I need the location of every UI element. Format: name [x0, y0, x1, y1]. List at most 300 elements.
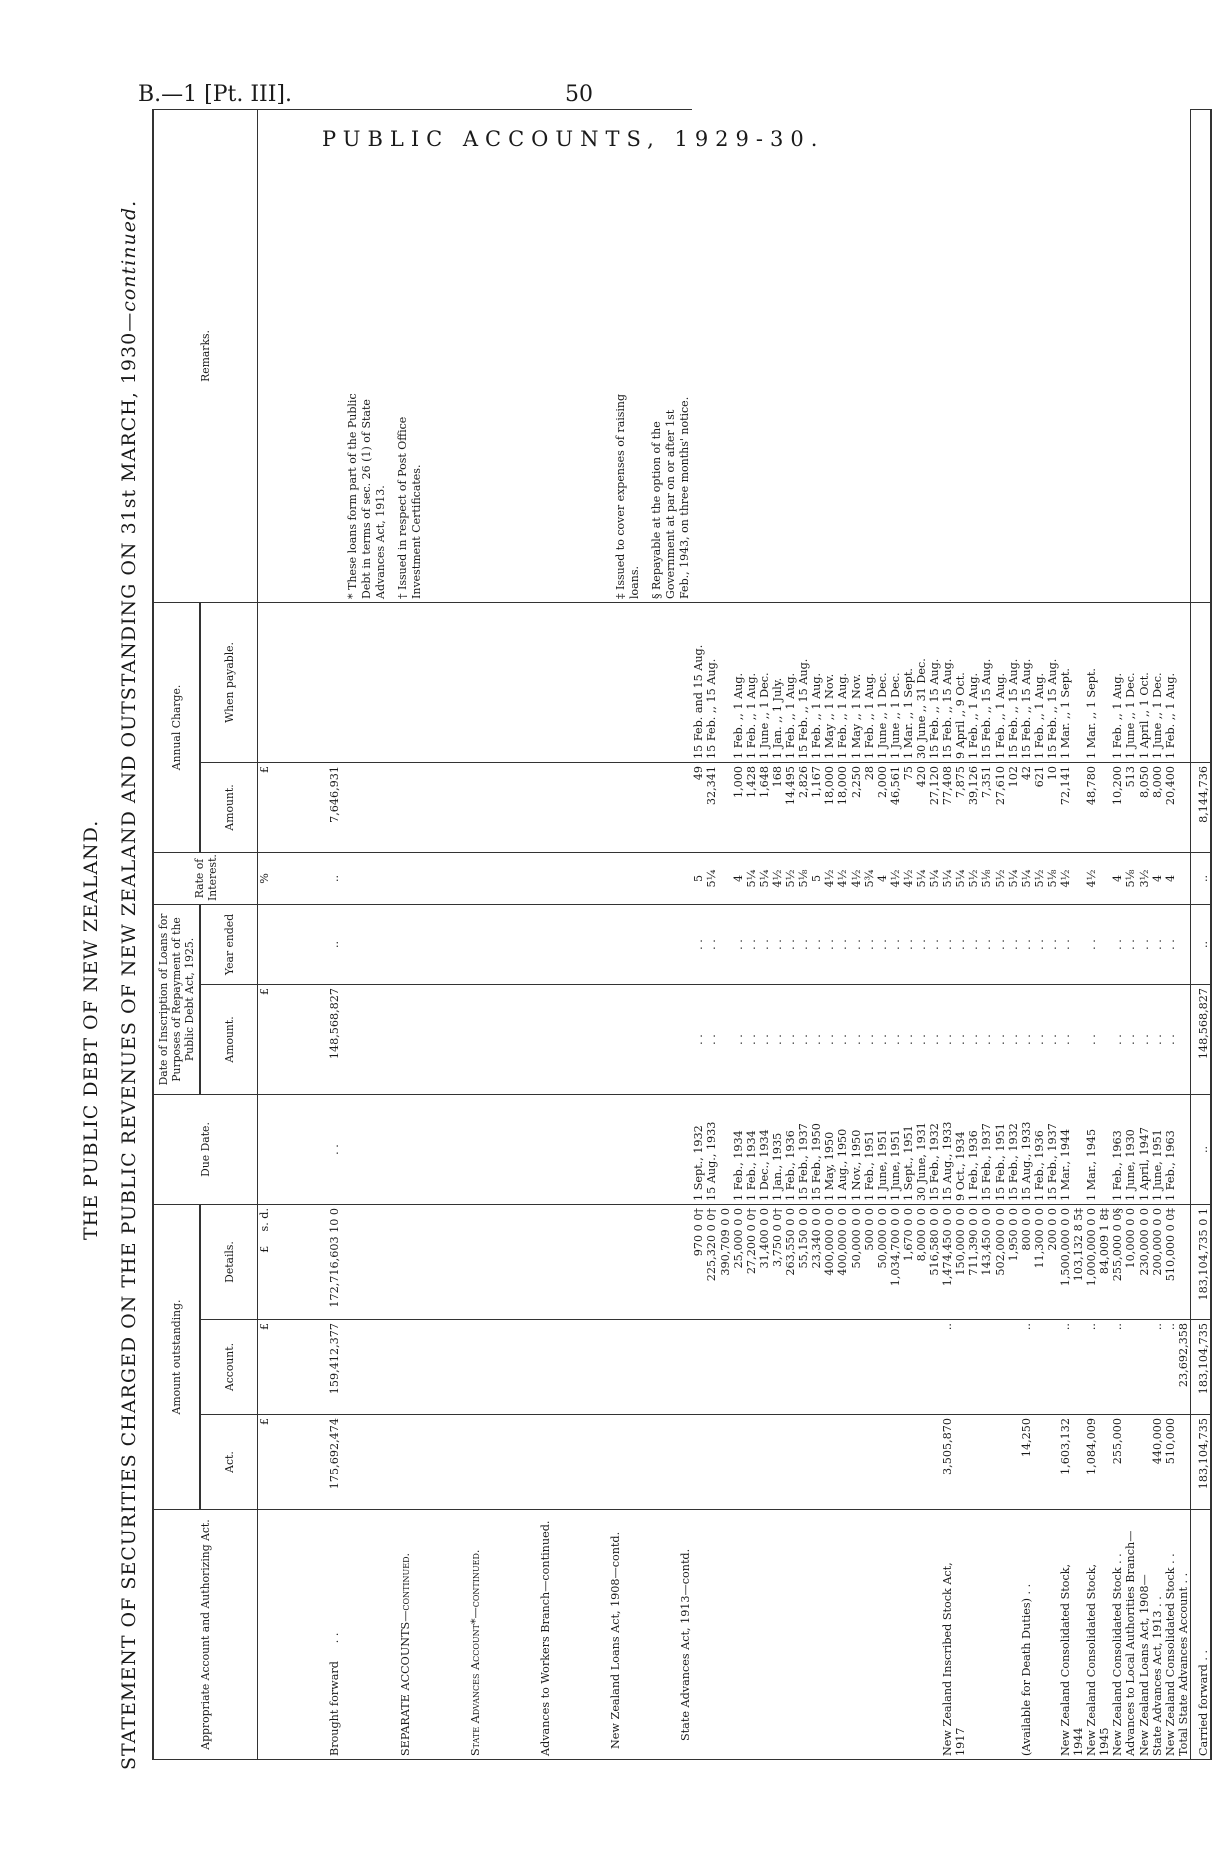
bf-account: 159,412,377: [271, 1320, 341, 1415]
row-annual-amount: [719, 762, 732, 852]
row-details: 516,580 0 0: [928, 1204, 941, 1319]
running-title: PUBLIC ACCOUNTS, 1929-30.: [322, 127, 825, 151]
row-when-payable: 1 June ,, 1 Dec.: [889, 602, 902, 762]
row-act: [771, 1415, 784, 1510]
row-when-payable: 1 June ,, 1 Dec.: [1151, 602, 1164, 762]
cf-text: Carried forward: [1196, 1664, 1210, 1756]
row-when-payable: 15 Feb. and 15 Aug.: [692, 602, 705, 762]
row-account-label: [980, 1510, 993, 1760]
table-row: [1138, 109, 1151, 1759]
row-act: [732, 1415, 745, 1510]
row-ins-amount: . .: [863, 984, 876, 1094]
blank-cell: [1177, 852, 1191, 904]
row-account: [745, 1320, 758, 1415]
row-account: [928, 1320, 941, 1415]
row-annual-amount: [1098, 762, 1111, 852]
row-rate: 4½: [836, 852, 849, 904]
row-due-date: [1072, 1094, 1085, 1204]
row-ins-amount: . .: [994, 984, 1007, 1094]
cf-act: 183,104,735: [1190, 1415, 1211, 1510]
brought-forward-row: [271, 109, 341, 1759]
table-row: [745, 109, 758, 1759]
row-ins-amount: . .: [823, 984, 836, 1094]
row-ins-amount: . .: [889, 984, 902, 1094]
col-amount-outstanding: Amount outstanding.: [153, 1204, 200, 1509]
bf-annual-amount: 7,646,931: [271, 762, 341, 852]
row-act: [810, 1415, 823, 1510]
row-due-date: 1 Feb., 1936: [967, 1094, 980, 1204]
cf-annual-amount: 8,144,736: [1190, 762, 1211, 852]
table-row: [705, 109, 718, 1759]
row-details: 1,474,450 0 0: [941, 1204, 954, 1319]
row-details: 31,400 0 0: [758, 1204, 771, 1319]
row-when-payable: 1 Feb. ,, 1 Aug.: [1111, 602, 1124, 762]
row-account-label: [967, 1510, 980, 1760]
row-rate: 5½: [1033, 852, 1046, 904]
row-ins-amount: . .: [1151, 984, 1164, 1094]
row-ins-amount: [719, 984, 732, 1094]
row-account: [915, 1320, 928, 1415]
table-row: [719, 109, 732, 1759]
row-ins-year: . .: [902, 904, 915, 984]
remark-2: † Issued in respect of Post Office Investment Certificates.: [396, 416, 424, 599]
row-annual-amount: 8,000: [1151, 762, 1164, 852]
row-due-date: 1 Aug., 1950: [836, 1094, 849, 1204]
row-due-date: 1 June, 1951: [876, 1094, 889, 1204]
row-account: ..: [1085, 1320, 1098, 1415]
row-rate: 5¼: [1020, 852, 1033, 904]
row-act: [876, 1415, 889, 1510]
table-row: [954, 109, 967, 1759]
unit-sd: s. d.: [258, 1207, 272, 1232]
row-due-date: 1 Feb., 1963: [1111, 1094, 1124, 1204]
row-act: [928, 1415, 941, 1510]
row-account: [1072, 1320, 1085, 1415]
row-account-label: [758, 1510, 771, 1760]
row-account-label: [797, 1510, 810, 1760]
row-ins-amount: . .: [954, 984, 967, 1094]
row-details: 1,034,700 0 0: [889, 1204, 902, 1319]
row-when-payable: 1 June ,, 1 Dec.: [876, 602, 889, 762]
row-due-date: 30 June, 1931: [915, 1094, 928, 1204]
table-row: [850, 109, 863, 1759]
row-account-label: [810, 1510, 823, 1760]
row-account-label: 1945: [1098, 1510, 1111, 1760]
cf-ins-amount: 148,568,827: [1190, 984, 1211, 1094]
row-when-payable: 1 May ,, 1 Nov.: [850, 602, 863, 762]
row-act: [836, 1415, 849, 1510]
row-act: [954, 1415, 967, 1510]
col-inscription: Date of Inscription of Loans for Purposes of Repayment of the Public Debt Act, 1925.: [153, 904, 200, 1094]
table-row: [1098, 109, 1111, 1759]
row-annual-amount: 10: [1046, 762, 1059, 852]
unit-percent: %: [258, 852, 272, 904]
row-ins-year: . .: [784, 904, 797, 984]
row-account-label: [771, 1510, 784, 1760]
row-ins-year: . .: [1033, 904, 1046, 984]
row-rate: 5¼: [941, 852, 954, 904]
row-annual-amount: 49: [692, 762, 705, 852]
row-annual-amount: 77,408: [941, 762, 954, 852]
row-account-label: New Zealand Consolidated Stock,: [1059, 1510, 1072, 1760]
row-rate: 5¼: [745, 852, 758, 904]
row-annual-amount: 2,826: [797, 762, 810, 852]
row-account: ..: [941, 1320, 954, 1415]
table-row: [1151, 109, 1164, 1759]
table-row: [994, 109, 1007, 1759]
table-row: [1072, 109, 1085, 1759]
row-due-date: 15 Feb., 1937: [980, 1094, 993, 1204]
row-act: [823, 1415, 836, 1510]
row-annual-amount: 42: [1020, 762, 1033, 852]
row-act: [745, 1415, 758, 1510]
row-when-payable: 1 Feb. ,, 1 Aug.: [836, 602, 849, 762]
row-account: ..: [1164, 1320, 1177, 1415]
row-ins-amount: . .: [1007, 984, 1020, 1094]
cf-blank: [1190, 602, 1211, 762]
row-account: [836, 1320, 849, 1415]
row-annual-amount: 39,126: [967, 762, 980, 852]
row-when-payable: 1 April ,, 1 Oct.: [1138, 602, 1151, 762]
row-ins-year: . .: [1046, 904, 1059, 984]
row-details: 1,500,000 0 0: [1059, 1204, 1072, 1319]
row-ins-amount: . .: [810, 984, 823, 1094]
row-ins-year: . .: [1124, 904, 1137, 984]
row-ins-amount: . .: [915, 984, 928, 1094]
row-details: 84,009 1 8‡: [1098, 1204, 1111, 1319]
row-when-payable: [719, 602, 732, 762]
row-details: 255,000 0 0§: [1111, 1204, 1124, 1319]
unit-pound: £: [258, 1320, 272, 1415]
row-when-payable: 1 Feb. ,, 1 Aug.: [810, 602, 823, 762]
row-details: 800 0 0: [1020, 1204, 1033, 1319]
row-account-label: [850, 1510, 863, 1760]
row-ins-amount: . .: [797, 984, 810, 1094]
row-act: [758, 1415, 771, 1510]
row-account-label: [928, 1510, 941, 1760]
row-ins-year: . .: [705, 904, 718, 984]
row-rate: 4½: [771, 852, 784, 904]
row-due-date: 15 Feb., 1937: [797, 1094, 810, 1204]
row-when-payable: 15 Feb. ,, 15 Aug.: [980, 602, 993, 762]
row-rate: 5¼: [954, 852, 967, 904]
row-due-date: [1098, 1094, 1111, 1204]
row-details: 27,200 0 0†: [745, 1204, 758, 1319]
row-act: [705, 1415, 718, 1510]
row-account: ..: [1059, 1320, 1072, 1415]
row-account: ..: [1151, 1320, 1164, 1415]
remarks-cell: [271, 109, 692, 602]
row-details: 200,000 0 0: [1151, 1204, 1164, 1319]
row-annual-amount: 32,341: [705, 762, 718, 852]
carried-forward-row: [1190, 109, 1211, 1759]
row-account: [980, 1320, 993, 1415]
row-rate: [1098, 852, 1111, 904]
row-annual-amount: 10,200: [1111, 762, 1124, 852]
row-due-date: 1 Mar., 1945: [1085, 1094, 1098, 1204]
row-when-payable: 1 Feb. ,, 1 Aug.: [967, 602, 980, 762]
col-due-date: Due Date.: [153, 1094, 258, 1204]
table-row: [1111, 109, 1124, 1759]
row-account-label: [732, 1510, 745, 1760]
blank-cell: [1177, 1204, 1191, 1319]
cf-ins-year: ..: [1190, 904, 1211, 984]
table-row: [732, 109, 745, 1759]
section-separate: SEPARATE ACCOUNTS—continued.: [342, 1510, 412, 1760]
row-when-payable: 15 Feb. ,, 15 Aug.: [928, 602, 941, 762]
row-when-payable: 9 April ,, 9 Oct.: [954, 602, 967, 762]
blank-cell: [1177, 1094, 1191, 1204]
row-account: [797, 1320, 810, 1415]
row-annual-amount: 621: [1033, 762, 1046, 852]
row-act: 14,250: [1020, 1415, 1033, 1510]
row-account-label: [836, 1510, 849, 1760]
row-details: 711,390 0 0: [967, 1204, 980, 1319]
row-account: [1138, 1320, 1151, 1415]
row-account-label: [1046, 1510, 1059, 1760]
row-ins-year: . .: [954, 904, 967, 984]
row-ins-year: . .: [876, 904, 889, 984]
row-details: 400,000 0 0: [823, 1204, 836, 1319]
row-when-payable: 15 Feb. ,, 15 Aug.: [797, 602, 810, 762]
row-rate: 5¼: [1007, 852, 1020, 904]
section-state-advances: State Advances Account*—continued.: [412, 1510, 482, 1760]
row-account: [823, 1320, 836, 1415]
row-account-label: New Zealand Consolidated Stock,: [1085, 1510, 1098, 1760]
row-account-label: [876, 1510, 889, 1760]
row-ins-amount: . .: [1059, 984, 1072, 1094]
row-due-date: 1 Sept., 1951: [902, 1094, 915, 1204]
row-account: [1046, 1320, 1059, 1415]
row-ins-year: [1072, 904, 1085, 984]
row-due-date: 1 Feb., 1934: [732, 1094, 745, 1204]
row-ins-amount: . .: [732, 984, 745, 1094]
row-act: [1046, 1415, 1059, 1510]
row-account-label: 1944: [1072, 1510, 1085, 1760]
remark-1: * These loans form part of the Public Debt in terms of sec. 26 (1) of State Advances Act, 1913.: [346, 393, 388, 599]
row-ins-year: . .: [732, 904, 745, 984]
row-rate: 4: [1164, 852, 1177, 904]
col-act: Act.: [200, 1415, 258, 1510]
row-account-label: Advances to Local Authorities Branch—: [1124, 1510, 1137, 1760]
row-account: [732, 1320, 745, 1415]
row-rate: 4: [1151, 852, 1164, 904]
row-account: ..: [1020, 1320, 1033, 1415]
table-row: [1085, 109, 1098, 1759]
brought-forward-label: Brought forward . .: [271, 1510, 341, 1760]
unit-pound: £: [258, 1245, 272, 1253]
row-act: [980, 1415, 993, 1510]
col-ins-year: Year ended: [200, 904, 258, 984]
row-ins-amount: . .: [836, 984, 849, 1094]
row-when-payable: 15 Feb. ,, 15 Aug.: [1007, 602, 1020, 762]
bf-ins-year: ..: [271, 904, 341, 984]
row-rate: [1072, 852, 1085, 904]
row-due-date: 1 Feb., 1936: [784, 1094, 797, 1204]
row-when-payable: 1 Feb. ,, 1 Aug.: [1164, 602, 1177, 762]
row-act: 510,000: [1164, 1415, 1177, 1510]
row-annual-amount: 8,050: [1138, 762, 1151, 852]
col-ins-amount: Amount.: [200, 984, 258, 1094]
row-due-date: 15 Feb., 1950: [810, 1094, 823, 1204]
page-reference: B.—1 [Pt. III].: [138, 82, 293, 107]
row-ins-amount: . .: [850, 984, 863, 1094]
row-details: 1,670 0 0: [902, 1204, 915, 1319]
row-details: 1,000,000 0 0: [1085, 1204, 1098, 1319]
row-account-label: [915, 1510, 928, 1760]
row-ins-year: [1098, 904, 1111, 984]
row-rate: 5½: [784, 852, 797, 904]
row-when-payable: 1 June ,, 1 Dec.: [1124, 602, 1137, 762]
row-account: [889, 1320, 902, 1415]
remark-3: ‡ Issued to cover expenses of raising loans.: [614, 393, 642, 599]
row-annual-amount: 7,875: [954, 762, 967, 852]
cf-details: 183,104,735 0 1: [1190, 1204, 1211, 1319]
row-ins-year: . .: [980, 904, 993, 984]
row-when-payable: 15 Feb. ,, 15 Aug.: [1020, 602, 1033, 762]
row-act: [902, 1415, 915, 1510]
row-due-date: 1 Dec., 1934: [758, 1094, 771, 1204]
row-rate: 5⅛: [797, 852, 810, 904]
row-rate: 4½: [902, 852, 915, 904]
row-account: [1124, 1320, 1137, 1415]
cf-rate: ..: [1190, 852, 1211, 904]
row-details: 25,000 0 0: [732, 1204, 745, 1319]
row-account-label: [994, 1510, 1007, 1760]
row-act: 1,084,009: [1085, 1415, 1098, 1510]
row-annual-amount: 28: [863, 762, 876, 852]
row-annual-amount: 18,000: [836, 762, 849, 852]
row-annual-amount: 420: [915, 762, 928, 852]
row-rate: 4½: [850, 852, 863, 904]
row-annual-amount: 20,400: [1164, 762, 1177, 852]
subtitle-continued: continued.: [118, 199, 140, 312]
row-account-label: [889, 1510, 902, 1760]
row-account: [692, 1320, 705, 1415]
row-account-label: New Zealand Consolidated Stock . .: [1164, 1510, 1177, 1760]
row-ins-amount: . .: [941, 984, 954, 1094]
col-when-payable: When payable.: [200, 602, 258, 762]
row-account: ..: [1111, 1320, 1124, 1415]
row-ins-amount: . .: [902, 984, 915, 1094]
row-details: 502,000 0 0: [994, 1204, 1007, 1319]
col-annual-charge: Annual Charge.: [153, 602, 200, 852]
row-when-payable: 1 Mar. ,, 1 Sept.: [902, 602, 915, 762]
subtitle-text: STATEMENT OF SECURITIES CHARGED ON THE PUBLIC REVENUES OF NEW ZEALAND AND OUTSTANDING ON 31st MARCH, 1930—: [118, 311, 140, 1770]
row-when-payable: 1 Feb. ,, 1 Aug.: [784, 602, 797, 762]
row-when-payable: 1 Feb. ,, 1 Aug.: [732, 602, 745, 762]
securities-table: [152, 109, 1212, 1760]
table-row: [941, 109, 954, 1759]
row-annual-amount: 18,000: [823, 762, 836, 852]
row-when-payable: 15 Feb. ,, 15 Aug.: [1046, 602, 1059, 762]
row-act: [1138, 1415, 1151, 1510]
bf-due: . .: [271, 1094, 341, 1204]
row-account: [876, 1320, 889, 1415]
row-ins-year: . .: [1138, 904, 1151, 984]
row-details: 150,000 0 0: [954, 1204, 967, 1319]
total-state-advances-label: Total State Advances Account . .: [1177, 1510, 1191, 1760]
row-annual-amount: 102: [1007, 762, 1020, 852]
rotated-statement: [80, 80, 1210, 1770]
row-act: [994, 1415, 1007, 1510]
row-details: 11,300 0 0: [1033, 1204, 1046, 1319]
row-ins-year: . .: [1085, 904, 1098, 984]
row-account: [1033, 1320, 1046, 1415]
col-account-sub: Account.: [200, 1320, 258, 1415]
row-rate: 4: [876, 852, 889, 904]
row-rate: 5½: [967, 852, 980, 904]
row-details: 10,000 0 0: [1124, 1204, 1137, 1319]
row-due-date: 15 Aug., 1933: [941, 1094, 954, 1204]
row-act: [1098, 1415, 1111, 1510]
row-act: [967, 1415, 980, 1510]
row-account: [771, 1320, 784, 1415]
row-when-payable: 15 Feb. ,, 15 Aug.: [705, 602, 718, 762]
row-when-payable: 1 Mar. ,, 1 Sept.: [1059, 602, 1072, 762]
row-act: [784, 1415, 797, 1510]
row-act: 440,000: [1151, 1415, 1164, 1510]
row-due-date: 1 June, 1951: [1151, 1094, 1164, 1204]
row-account-label: [784, 1510, 797, 1760]
row-rate: 5¼: [928, 852, 941, 904]
row-due-date: 1 Mar., 1944: [1059, 1094, 1072, 1204]
row-ins-year: . .: [1059, 904, 1072, 984]
row-ins-amount: . .: [1033, 984, 1046, 1094]
row-annual-amount: 513: [1124, 762, 1137, 852]
row-ins-year: . .: [836, 904, 849, 984]
row-ins-amount: . .: [1124, 984, 1137, 1094]
row-annual-amount: 1,428: [745, 762, 758, 852]
row-rate: 5: [810, 852, 823, 904]
row-rate: 4: [1111, 852, 1124, 904]
table-row: [810, 109, 823, 1759]
row-annual-amount: 1,167: [810, 762, 823, 852]
row-ins-year: . .: [810, 904, 823, 984]
row-account: [954, 1320, 967, 1415]
cf-due: ..: [1190, 1094, 1211, 1204]
cf-account: 183,104,735: [1190, 1320, 1211, 1415]
row-act: [719, 1415, 732, 1510]
row-ins-amount: . .: [1164, 984, 1177, 1094]
table-row: [758, 109, 771, 1759]
row-act: 1,603,132: [1059, 1415, 1072, 1510]
row-ins-year: [719, 904, 732, 984]
page-number: 50: [565, 82, 593, 107]
row-details: 230,000 0 0: [1138, 1204, 1151, 1319]
col-account: Appropriate Account and Authorizing Act.: [153, 1510, 258, 1760]
row-ins-amount: . .: [784, 984, 797, 1094]
row-annual-amount: 27,120: [928, 762, 941, 852]
section-sa-act: State Advances Act, 1913—contd.: [622, 1510, 692, 1760]
row-details: 225,320 0 0†: [705, 1204, 718, 1319]
section-workers: Advances to Workers Branch—continued.: [482, 1510, 552, 1760]
row-ins-year: . .: [941, 904, 954, 984]
row-details: 3,750 0 0†: [771, 1204, 784, 1319]
row-when-payable: 1 Feb. ,, 1 Aug.: [994, 602, 1007, 762]
row-details: 50,000 0 0: [876, 1204, 889, 1319]
remark-4: § Repayable at the option of the Government at par on or after 1st Feb., 1943, on three months' notice.: [650, 396, 692, 599]
row-details: 103,132 8 5‡: [1072, 1204, 1085, 1319]
row-rate: 3½: [1138, 852, 1151, 904]
row-when-payable: 1 May ,, 1 Nov.: [823, 602, 836, 762]
table-row: [823, 109, 836, 1759]
blank-cell: [1177, 602, 1191, 762]
unit-pound: £: [258, 984, 272, 1094]
col-details: Details.: [200, 1204, 258, 1319]
row-account-label: New Zealand Inscribed Stock Act,: [941, 1510, 954, 1760]
blank-cell: [1177, 762, 1191, 852]
